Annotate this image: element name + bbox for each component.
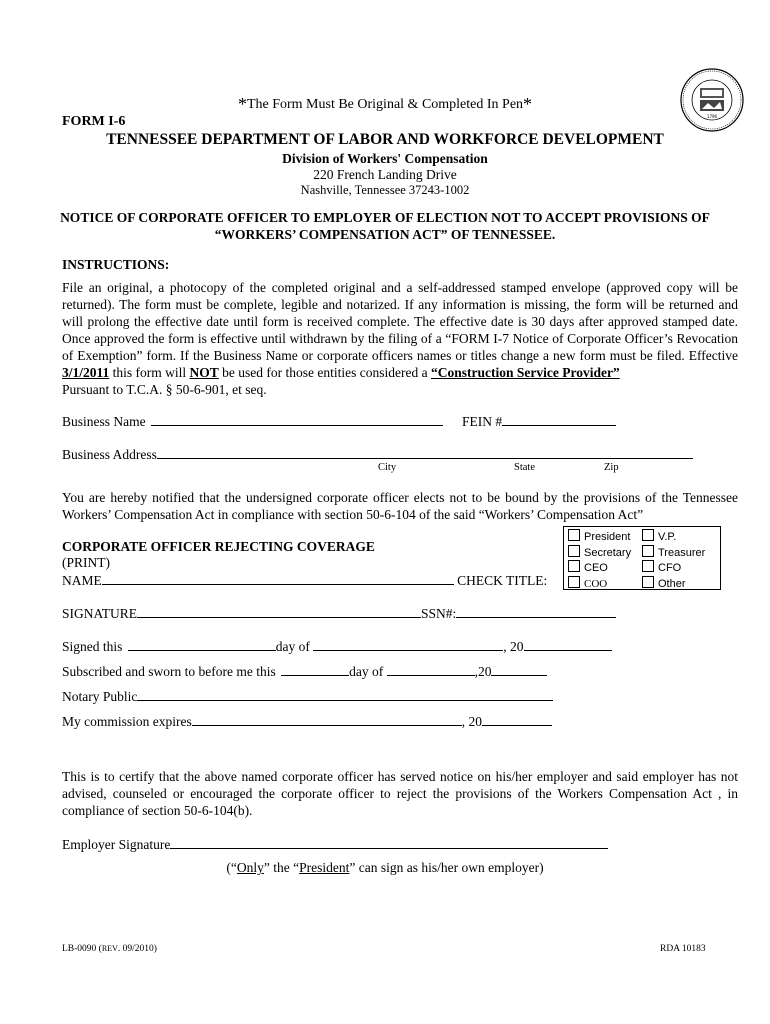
pursuant-text: Pursuant to T.C.A. § 50-6-901, et seq.	[62, 382, 267, 397]
employer-signature-field[interactable]	[170, 836, 608, 849]
not-emphasis: NOT	[189, 365, 219, 380]
certification-text: This is to certify that the above named corporate officer has served notice on his/her employer and said employer has not advised, counseled or encouraged the corporate officer to reject the provisions of the Workers Compensation Act , in compliance of section 50-6-104(b).	[62, 769, 738, 818]
notice-title-line-2: “WORKERS’ COMPENSATION ACT” OF TENNESSEE.	[214, 227, 556, 242]
effective-date: 3/1/2011	[62, 365, 110, 380]
checkbox[interactable]	[568, 529, 580, 541]
commission-row: My commission expires , 20	[62, 713, 552, 730]
check-title-label: CHECK TITLE:	[457, 573, 548, 588]
officer-name-field[interactable]	[102, 572, 454, 585]
department-title: TENNESSEE DEPARTMENT OF LABOR AND WORKFORCE DEVELOPMENT	[106, 131, 664, 148]
signed-month-field[interactable]	[313, 638, 503, 651]
commission-date-field[interactable]	[192, 713, 462, 726]
notary-row: Notary Public	[62, 688, 553, 705]
sworn-month-field[interactable]	[387, 663, 475, 676]
employer-note: (“Only” the “President” can sign as his/her own employer)	[226, 860, 544, 875]
commission-year-field[interactable]	[482, 713, 552, 726]
sworn-day-field[interactable]	[281, 663, 349, 676]
instructions-text: File an original, a photocopy of the completed original and a self-addressed stamped envelope (approved copy will be returned). The form must be complete, legible and notarized. If any information is missing, the form will be returned and will prolong the effective date until form is received complete. The effective date is 30 days after approved stamped date. Once approved the form is effective until withdrawn by the filing of a “FORM I-7 Notice of Corporate Officer’s Revocation of Exemption” form. If the Business Name or corporate officers names or titles change a new form must be filed. Effective 3/1/2011 this form will NOT be used for those entities considered a “Construction Service Provider” Pursuant to T.C.A. § 50-6-901, et seq.	[62, 280, 738, 397]
instructions-heading: INSTRUCTIONS:	[62, 257, 170, 272]
fein-field[interactable]	[502, 413, 616, 426]
print-label: (PRINT)	[62, 555, 110, 570]
title-option-coo[interactable]: COO	[568, 576, 631, 592]
fein-row: FEIN #	[462, 413, 616, 430]
checkbox[interactable]	[642, 529, 654, 541]
employer-signature-row: Employer Signature	[62, 836, 608, 853]
title-option-cfo[interactable]: CFO	[642, 560, 705, 576]
title-option-other[interactable]: Other	[642, 576, 705, 592]
title-option-treasurer[interactable]: Treasurer	[642, 545, 705, 561]
checkbox[interactable]	[642, 545, 654, 557]
title-checkbox-box	[563, 526, 721, 590]
signed-day-field[interactable]	[128, 638, 276, 651]
form-id: FORM I-6	[62, 114, 126, 129]
pen-notice: *The Form Must Be Original & Completed In Pen*	[237, 94, 533, 114]
notary-field[interactable]	[137, 688, 553, 701]
checkbox[interactable]	[642, 560, 654, 572]
sworn-row: Subscribed and sworn to before me this day of ,20	[62, 663, 547, 680]
business-address-row: Business Address	[62, 446, 693, 463]
business-address-field[interactable]	[157, 446, 693, 459]
checkbox[interactable]	[568, 560, 580, 572]
title-option-president[interactable]: President	[568, 529, 631, 545]
footer-form-code: LB-0090 (REV. 09/2010)	[62, 944, 157, 954]
zip-caption: Zip	[604, 462, 619, 473]
titles-left-column	[568, 529, 631, 591]
officer-name-row: NAME CHECK TITLE:	[62, 573, 548, 588]
officer-heading: CORPORATE OFFICER REJECTING COVERAGE	[62, 539, 375, 554]
signature-row: SIGNATURE SSN#:	[62, 605, 616, 622]
signed-year-field[interactable]	[524, 638, 612, 651]
titles-right-column	[642, 529, 705, 591]
title-option-vp[interactable]: V.P.	[642, 529, 705, 545]
checkbox[interactable]	[568, 545, 580, 557]
business-name-row: Business Name	[62, 413, 443, 430]
business-name-field[interactable]	[151, 413, 443, 426]
construction-service-provider: “Construction Service Provider”	[430, 365, 620, 380]
svg-text:1796: 1796	[706, 114, 718, 119]
city-caption: City	[378, 462, 397, 473]
title-option-ceo[interactable]: CEO	[568, 560, 631, 576]
state-caption: State	[514, 462, 535, 473]
signed-this-row: Signed this day of , 20	[62, 638, 612, 655]
notice-title-line-1: NOTICE OF CORPORATE OFFICER TO EMPLOYER OF ELECTION NOT TO ACCEPT PROVISIONS OF	[60, 210, 710, 225]
signature-field[interactable]	[137, 605, 421, 618]
address-line-1: 220 French Landing Drive	[313, 167, 457, 182]
address-line-2: Nashville, Tennessee 37243-1002	[300, 183, 470, 197]
notification-text: You are hereby notified that the undersigned corporate officer elects not to be bound by the provisions of the Tennessee Workers’ Compensation Act in compliance with section 50-6-104 of the said “Workers’ Compensation Act”	[62, 490, 738, 522]
sworn-year-field[interactable]	[491, 663, 547, 676]
division-name: Division of Workers' Compensation	[282, 151, 488, 166]
ssn-field[interactable]	[456, 605, 616, 618]
title-option-secretary[interactable]: Secretary	[568, 545, 631, 561]
checkbox[interactable]	[568, 576, 580, 588]
checkbox[interactable]	[642, 576, 654, 588]
footer-rda-number: RDA 10183	[660, 944, 706, 954]
